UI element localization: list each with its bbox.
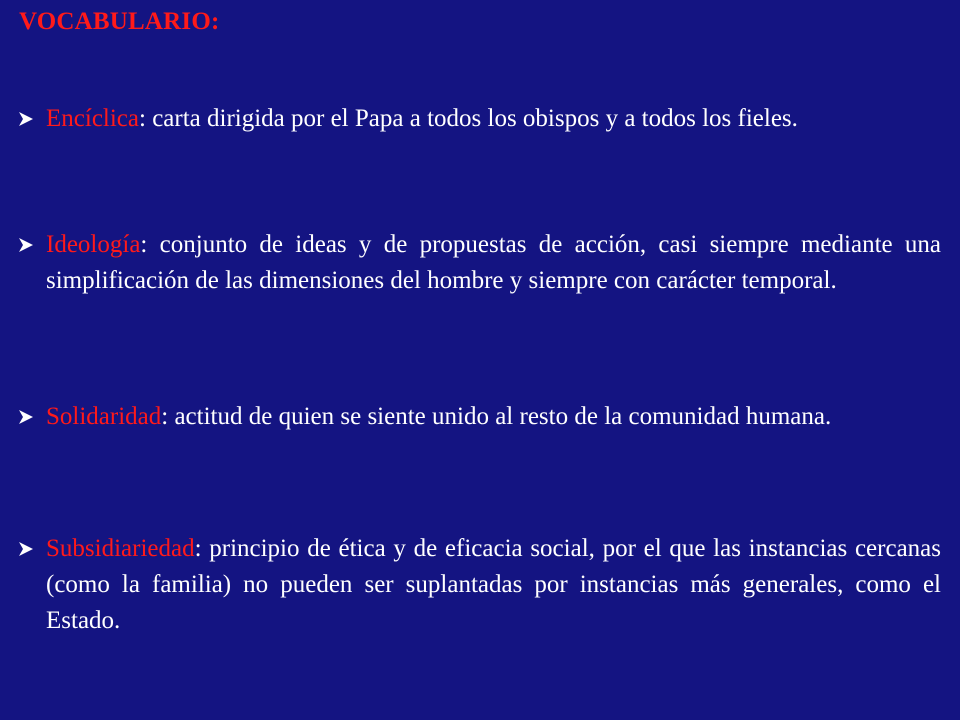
arrow-bullet-icon xyxy=(18,541,34,557)
vocab-item-solidaridad xyxy=(18,399,943,435)
arrow-bullet-icon xyxy=(18,409,34,425)
arrow-bullet-icon xyxy=(18,111,34,127)
vocab-item-subsidiariedad xyxy=(18,531,943,639)
vocab-term: Encíclica xyxy=(46,105,139,132)
slide-title: VOCABULARIO: xyxy=(19,8,220,35)
vocab-item-text xyxy=(46,399,941,435)
vocab-item-enciclica xyxy=(18,101,943,137)
vocab-term: Solidaridad xyxy=(46,403,162,430)
vocab-definition: : actitud de quien se siente unido al resto de la comunidad humana. xyxy=(161,403,832,430)
vocab-item-ideologia xyxy=(18,227,943,299)
vocab-term: Subsidiariedad xyxy=(46,535,195,562)
vocab-item-text xyxy=(46,227,941,299)
vocab-definition: : principio de ética y de eficacia social, por el que las instancias cercanas (como la familia) no pueden ser suplantadas por instancias más generales, como el Estado. xyxy=(46,535,941,634)
vocab-definition: : conjunto de ideas y de propuestas de acción, casi siempre mediante una simplificación de las dimensiones del hombre y siempre con carácter temporal. xyxy=(46,231,941,294)
vocab-definition: : carta dirigida por el Papa a todos los obispos y a todos los fieles. xyxy=(139,105,798,132)
arrow-bullet-icon xyxy=(18,237,34,253)
vocab-term: Ideología xyxy=(46,231,141,258)
vocab-item-text xyxy=(46,531,941,639)
vocab-item-text xyxy=(46,101,941,137)
